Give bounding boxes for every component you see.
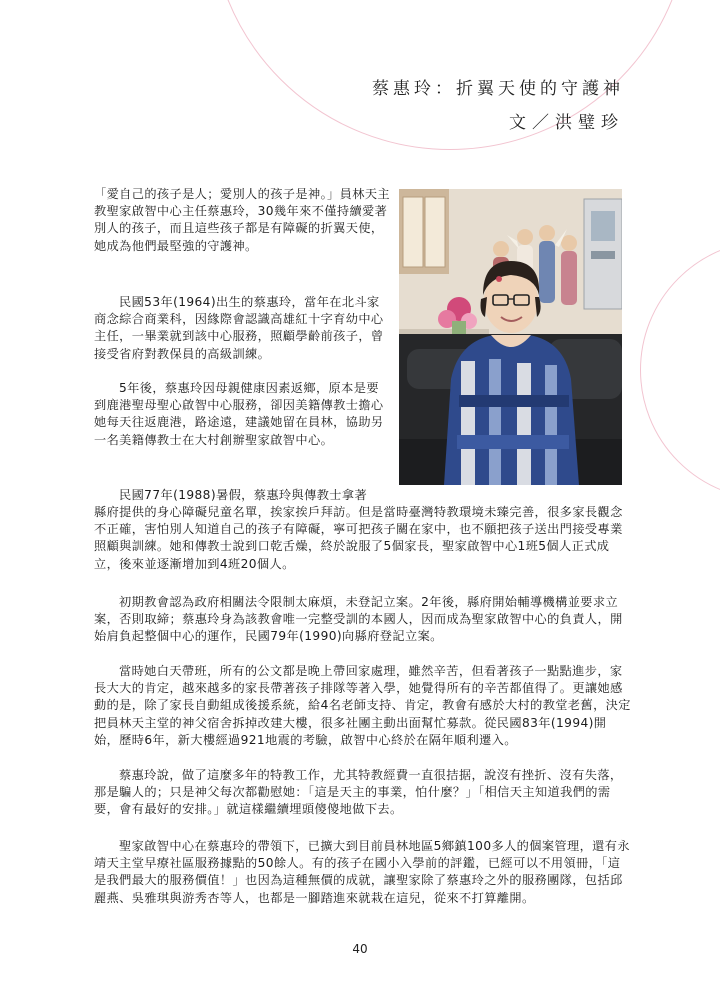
paragraph-reflection: 蔡惠玲說，做了這麼多年的特教工作，尤其特教經費一直很拮据，說沒有挫折、沒有失落，那是騙人的；只是神父每次都勸慰她：「這是天主的事業，怕什麼？」「相信天主知道我們的需要，會有最好的安排。」就這樣繼續埋頭傻傻地做下去。 (94, 768, 623, 817)
article-title: 蔡惠玲：折翼天使的守護神 (372, 79, 624, 99)
paragraph-1988-continued: 縣府提供的身心障礙兒童名單，挨家挨戶拜訪。但是當時臺灣特教環境未臻完善，很多家長觀念不正確，害怕別人知道自己的孩子有障礙，寧可把孩子關在家中，也不願把孩子送出門接受專業照顧與訓練。她和傳教士說到口乾舌燥，終於說服了5個家長，聖家啟智中心1班5個人正式成立，後來並逐漸增加到4班20個人。 (94, 505, 623, 571)
decorative-arc (640, 240, 720, 500)
paragraph-new-building: 當時她白天帶班，所有的公文都是晚上帶回家處理，雖然辛苦，但看著孩子一點點進步，家長大大的肯定，越來越多的家長帶著孩子排隊等著入學，她覺得所有的辛苦都值得了。更讓她感動的是，除了家長自動組成後援系統，給4名老師支持、肯定，教會有感於大村的教堂老舊，決定把員林天主堂的神父宿舍拆掉改建大樓，很多社團主動出面幫忙募款。從民國83年(1994)開始，歷時6年，新大樓經過921地震的考驗，啟智中心終於在隔年順利遷入。 (94, 664, 631, 747)
paragraph-early-life: 民國53年(1964)出生的蔡惠玲，當年在北斗家商念綜合商業科，因緣際會認識高雄紅十字育幼中心主任，一畢業就到該中心服務，照顧學齡前孩子，曾接受省府對教保員的高級訓練。 (94, 295, 384, 361)
paragraph-registration: 初期教會認為政府相關法令限制太麻煩，未登記立案。2年後，縣府開始輔導機構並要求立案，否則取締；蔡惠玲身為該教會唯一完整受訓的本國人，因而成為聖家啟智中心的負責人，開始肩負起整個中心的運作，民國79年(1990)向縣府登記立案。 (94, 595, 623, 644)
page-number: 40 (352, 942, 368, 956)
paragraph-1988-lead: 民國77年(1988)暑假，蔡惠玲與傳教士拿著 (119, 488, 368, 502)
paragraph-present: 聖家啟智中心在蔡惠玲的帶領下，已擴大到目前員林地區5鄉鎮100多人的個案管理，還有永靖天主堂早療社區服務據點的50餘人。有的孩子在國小入學前的評鑑，已經可以不用領冊，「這是我們最大的服務價值！」也因為這種無價的成就，讓聖家除了蔡惠玲之外的服務團隊，包括邱麗燕、吳雅琪與游秀杏等人，也都是一腳踏進來就栽在這兒，從來不打算離開。 (94, 839, 630, 905)
portrait-photo (399, 189, 622, 485)
author-byline: 文／洪璧珍 (509, 113, 624, 133)
paragraph-return-home: 5年後，蔡惠玲因母親健康因素返鄉，原本是要到鹿港聖母聖心啟智中心服務，卻因美籍傳教士擔心她每天往返鹿港，路途遠，建議她留在員林，協助另一名美籍傳教士在大村創辦聖家啟智中心。 (94, 381, 384, 447)
paragraph-intro: 「愛自己的孩子是人；愛別人的孩子是神。」員林天主教聖家啟智中心主任蔡惠玲，30幾年來不僅持續愛著別人的孩子，而且這些孩子都是有障礙的折翼天使，她成為他們最堅強的守護神。 (94, 187, 390, 253)
